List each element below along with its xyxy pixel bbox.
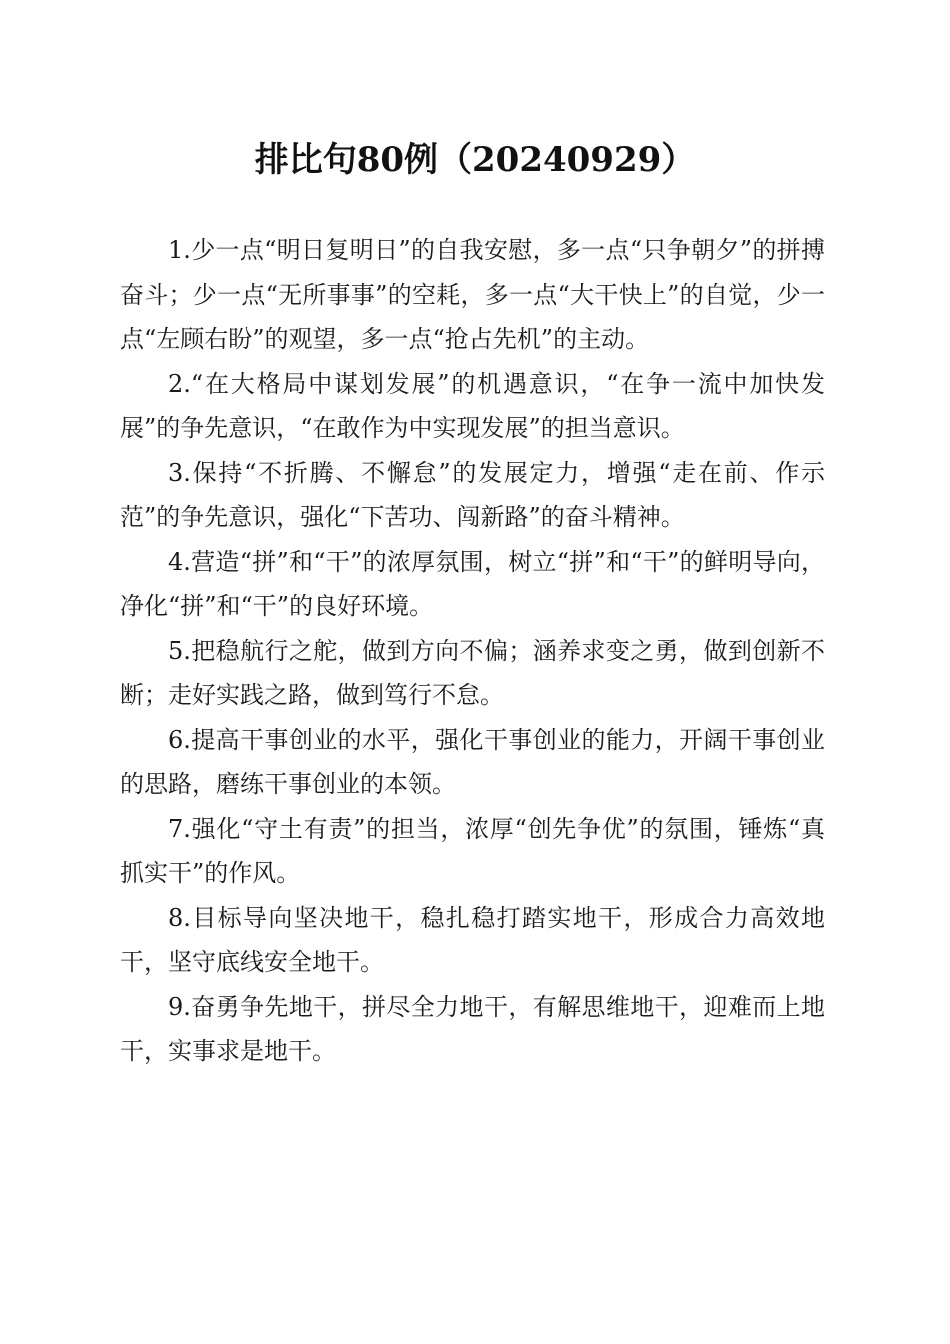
document-title: 排比句80例（20240929） [254, 140, 696, 180]
paragraph-7: 7.强化“守土有责”的担当，浓厚“创先争优”的氛围，锤炼“真抓实干”的作风。 [120, 814, 825, 887]
document-body [120, 228, 825, 1074]
paragraph-9: 9.奋勇争先地干，拼尽全力地干，有解思维地干，迎难而上地干，实事求是地干。 [120, 992, 825, 1065]
paragraph-4: 4.营造“拼”和“干”的浓厚氛围，树立“拼”和“干”的鲜明导向，净化“拼”和“干”的良好环境。 [120, 547, 825, 620]
paragraph-3: 3.保持“不折腾、不懈怠”的发展定力，增强“走在前、作示范”的争先意识，强化“下苦功、闯新路”的奋斗精神。 [120, 458, 825, 531]
paragraph-6: 6.提高干事创业的水平，强化干事创业的能力，开阔干事创业的思路，磨练干事创业的本领。 [120, 725, 825, 798]
paragraph-5: 5.把稳航行之舵，做到方向不偏；涵养求变之勇，做到创新不断；走好实践之路，做到笃行不怠。 [120, 636, 825, 709]
paragraph-1: 1.少一点“明日复明日”的自我安慰，多一点“只争朝夕”的拼搏奋斗；少一点“无所事事”的空耗，多一点“大干快上”的自觉，少一点“左顾右盼”的观望，多一点“抢占先机”的主动。 [120, 236, 825, 353]
paragraph-2: 2.“在大格局中谋划发展”的机遇意识，“在争一流中加快发展”的争先意识，“在敢作为中实现发展”的担当意识。 [120, 369, 825, 442]
paragraph-8: 8.目标导向坚决地干，稳扎稳打踏实地干，形成合力高效地干，坚守底线安全地干。 [120, 903, 825, 976]
